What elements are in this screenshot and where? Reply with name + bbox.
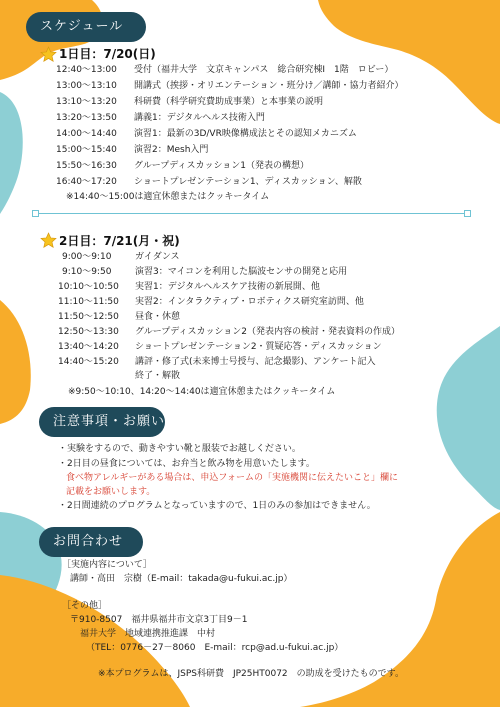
- contact-tel: （TEL：0776－27－8060 E-mail：rcp@ad.u-fukui.ac.jp）: [86, 643, 344, 653]
- blob-left-orange: [0, 300, 31, 424]
- notes-allergy-note: 記載をお願いします。: [66, 487, 156, 497]
- section-divider: [36, 213, 467, 214]
- flyer-page: スケジュール 1日目：7/20(日) 12:40～13:00 受付（福井大学 文京キャンパス 総合研究棟Ⅰ 1階 ロビー） 13:00～13:10 開講式（挨拶・オリエンテーション・班分け／講師・協力者紹介） 13:10～13:20 科研費（科学研究費助成事業）と本事業の説明 13:20～13:50 講義1：デジタルヘルス技術入門 14:00～14:40 演習1：最新の3D/VR映像構成法とその認知メカニズム 15:00～15:40 演習2：Mesh入門 15:50～16:30 グループディスカッション1（発表の構想） 16:40～17:20 ショートプレゼンテーション1、ディスカッション、解散 ※14:40～15:00は適宜休憩またはクッキータイム 2日目：7/21(月・祝) 9:00～9:10 ガイダンス 9:10～9:50 演習3：マイコンを利用した脳波センサの開発と応用 10:10～10:50 実習1：デジタルヘルスケア技術の新展開、他 11:10～11:50 実習2：インタラクティブ・ロボティクス研究室訪問、他 11:50～12:50 昼食・休憩 12:50～13:30 グループディスカッション2（発表内容の検討・発表資料の作成） 13:40～14:20 ショートプレゼンテーション2・質疑応答・ディスカッション 14:40～15:20 講評・修了式(未来博士号授与、記念撮影)、アンケート記入 終了・解散 ※9:50～10:10、14:20～14:40は適宜休憩またはクッキータイム 注意事項・お願い ・実験をするので、動きやすい靴と服装でお越しください。 ・2日目の昼食については、お弁当と飲み物を用意いたします。 食べ物アレルギーがある場合は、申込フォームの「実施機関に伝えたいこと」欄に 記載をお願いします。 ・2日間連続のプログラムとなっていますので、1日のみの参加はできません。 お問合わせ ［実施内容について］ 講師・高田 宗樹（E-mail：takada@u-fukui.ac.jp） ［その他］ 〒910-8507 福井県福井市文京3丁目9－1 福井大学 地域連携推進課 中村 （TEL：0776－27－8060 E-mail：rcp@ad.u-fukui.ac.jp） ※本プログラムは、JSPS科研費 JP25HT0072 の助成を受けたものです。: [0, 0, 500, 707]
- blob-top-right-orange: [318, 0, 500, 124]
- contact-about-line: 講師・高田 宗樹（E-mail：takada@u-fukui.ac.jp）: [70, 574, 293, 584]
- footer-note: ※本プログラムは、JSPS科研費 JP25HT0072 の助成を受けたものです。: [98, 669, 404, 679]
- notes-item: ・実験をするので、動きやすい靴と服装でお越しください。: [58, 444, 301, 454]
- contact-other-label: ［その他］: [62, 601, 108, 611]
- notes-item: ・2日間連続のプログラムとなっていますので、1日のみの参加はできません。: [58, 501, 376, 511]
- star-icon: [40, 46, 57, 63]
- day2-title: 2日目：7/21(月・祝): [59, 234, 180, 248]
- notes-item: ・2日目の昼食については、お弁当と飲み物を用意いたします。: [58, 459, 315, 469]
- contact-about-label: ［実施内容について］: [62, 560, 152, 570]
- notes-heading: 注意事項・お願い: [39, 407, 165, 437]
- divider-end-left: [32, 210, 39, 217]
- blob-right-teal: [437, 326, 500, 510]
- day2-break-note: ※9:50～10:10、14:20～14:40は適宜休憩またはクッキータイム: [68, 387, 336, 397]
- contact-address: 〒910-8507 福井県福井市文京3丁目9－1: [70, 615, 248, 625]
- blob-bottom-left-orange: [0, 575, 190, 707]
- contact-heading: お問合わせ: [39, 527, 143, 557]
- blob-left-teal: [0, 92, 23, 214]
- contact-office: 福井大学 地域連携推進課 中村: [80, 629, 216, 639]
- day1-break-note: ※14:40～15:00は適宜休憩またはクッキータイム: [66, 192, 270, 202]
- divider-end-right: [464, 210, 471, 217]
- notes-allergy-note: 食べ物アレルギーがある場合は、申込フォームの「実施機関に伝えたいこと」欄に: [66, 473, 398, 483]
- schedule-heading: スケジュール: [26, 12, 146, 42]
- day1-title: 1日目：7/20(日): [59, 47, 156, 61]
- star-icon: [40, 232, 57, 249]
